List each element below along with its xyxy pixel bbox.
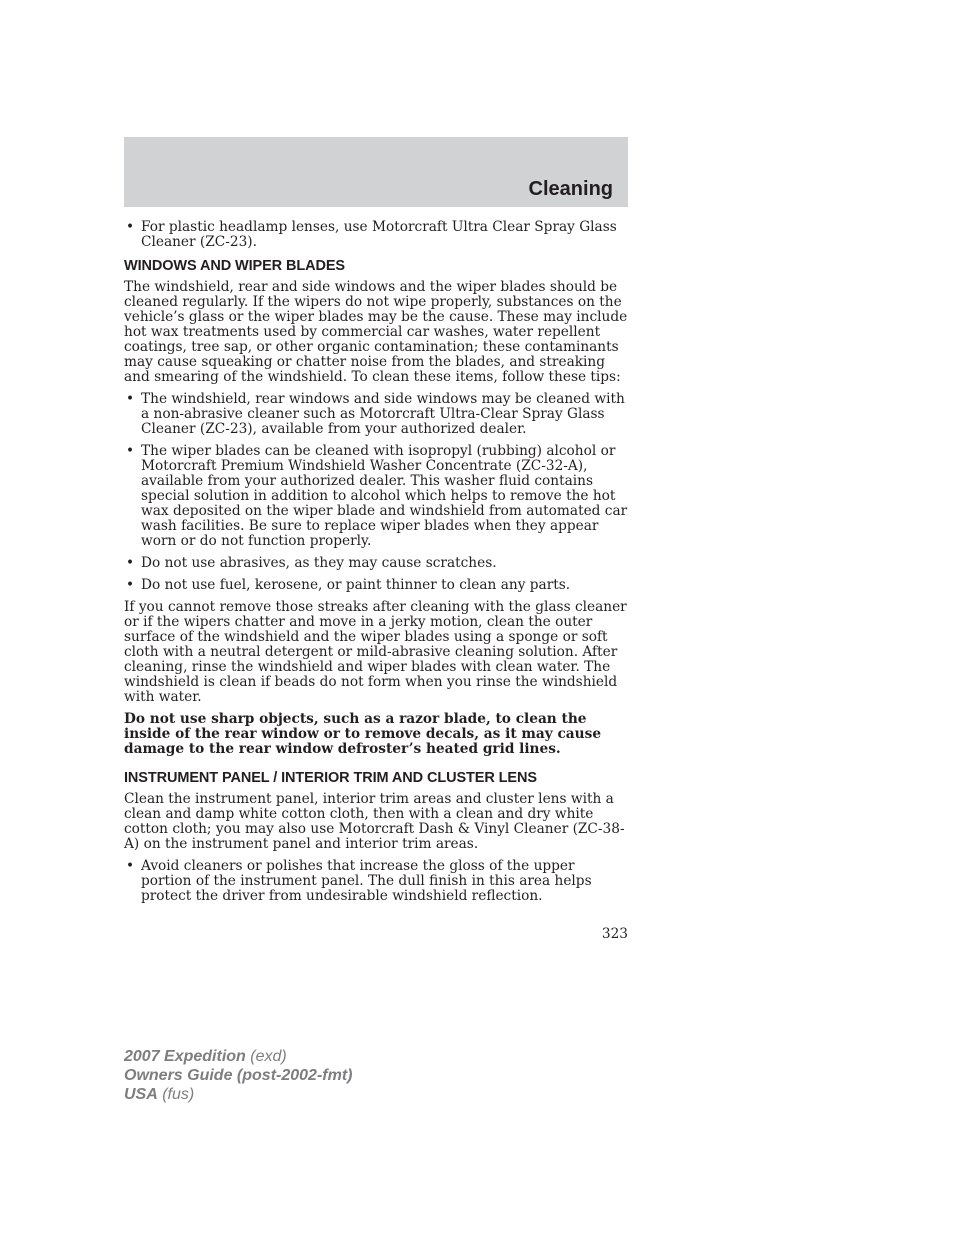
- page-number: 323: [601, 926, 628, 942]
- list-item: • The windshield, rear windows and side windows may be cleaned with a non-abrasive cleaner such as Motorcraft Ultra-Clear Spray Glass Cleaner (ZC-23), available from your authorized dealer.: [124, 392, 628, 437]
- document-footer: [124, 1047, 352, 1104]
- heading-windows-wiper-blades: WINDOWS AND WIPER BLADES: [124, 258, 345, 274]
- heading-instrument-panel: INSTRUMENT PANEL / INTERIOR TRIM AND CLUSTER LENS: [124, 770, 537, 786]
- section-title: Cleaning: [528, 178, 613, 200]
- list-item: • Do not use abrasives, as they may cause scratches.: [124, 556, 628, 571]
- instrument-paragraph: Clean the instrument panel, interior trim areas and cluster lens with a clean and damp white cotton cloth, then with a clean and dry white cotton cloth; you may also use Motorcraft Dash & Vinyl Cleaner (ZC-38-A) on the instrument panel and interior trim areas.: [124, 791, 625, 852]
- list-item: • For plastic headlamp lenses, use Motorcraft Ultra Clear Spray Glass Cleaner (ZC-23).: [124, 220, 628, 250]
- instrument-bullet-list: [124, 859, 628, 904]
- intro-bullet-list: [124, 220, 628, 250]
- page-content: [124, 220, 628, 911]
- list-item: • The wiper blades can be cleaned with isopropyl (rubbing) alcohol or Motorcraft Premium Windshield Washer Concentrate (ZC-32-A), available from your authorized dealer. This washer fluid contains special solution in addition to alcohol which helps to remove the hot wax deposited on the wiper blade and windshield from automated car wash facilities. Be sure to replace wiper blades when they appear worn or do not function properly.: [124, 444, 628, 549]
- rear-window-warning: Do not use sharp objects, such as a razor blade, to clean the inside of the rear window or to remove decals, as it may cause damage to the rear window defroster’s heated grid lines.: [124, 711, 602, 757]
- footer-line-model: 2007 Expedition (exd): [124, 1048, 287, 1065]
- section-header-band: [124, 137, 628, 207]
- windows-paragraph-2: If you cannot remove those streaks after cleaning with the glass cleaner or if the wipers chatter and move in a jerky motion, clean the outer surface of the windshield and the wiper blades using a sponge or soft cloth with a neutral detergent or mild-abrasive cleaning solution. After cleaning, rinse the windshield and wiper blades with clean water. The windshield is clean if beads do not form when you rinse the windshield with water.: [124, 599, 627, 705]
- list-item: • Do not use fuel, kerosene, or paint thinner to clean any parts.: [124, 578, 628, 593]
- windows-bullet-list: [124, 392, 628, 593]
- footer-line-guide: Owners Guide (post-2002-fmt): [124, 1067, 353, 1084]
- windows-paragraph-1: The windshield, rear and side windows and the wiper blades should be cleaned regularly. If the wipers do not wipe properly, substances on the vehicle’s glass or the wiper blades may be the cause. These may include hot wax treatments used by commercial car washes, water repellent coatings, tree sap, or other organic contamination; these contaminants may cause squeaking or chatter noise from the blades, and streaking and smearing of the windshield. To clean these items, follow these tips:: [124, 279, 628, 385]
- list-item: • Avoid cleaners or polishes that increase the gloss of the upper portion of the instrument panel. The dull finish in this area helps protect the driver from undesirable windshield reflection.: [124, 859, 628, 904]
- footer-line-region: USA (fus): [124, 1086, 195, 1103]
